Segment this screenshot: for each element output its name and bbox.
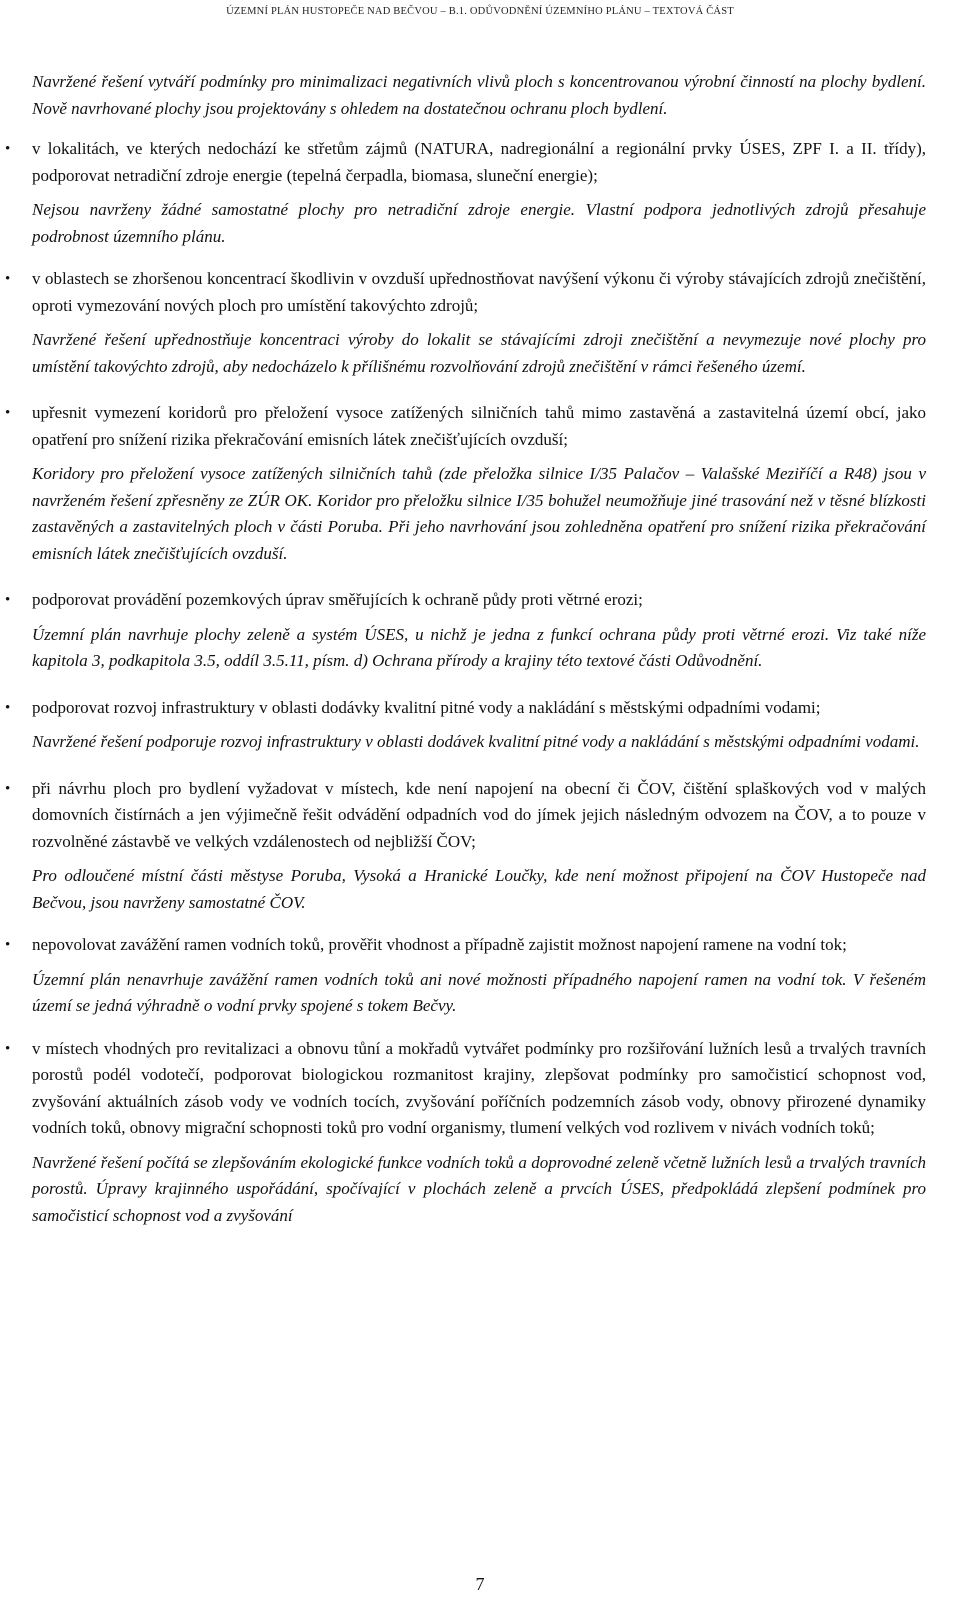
list-item: [5, 266, 926, 380]
bullet-icon: •: [5, 271, 11, 287]
bullet-icon: •: [5, 1040, 11, 1057]
requirement-text: v místech vhodných pro revitalizaci a obnovu tůní a mokřadů vytvářet podmínky pro rozšiřování lužních lesů a trvalých travních porostů podél vodotečí, podporovat biologickou rozmanitost krajiny, zlepšovat podmínky pro samočisticí schopnost vod, zvyšování aktuálních zásob vody ve vodních tocích, zvyšování poříčních podzemních zásob vody, obnovy přirozené dynamiky vodních toků, obnovy migrační schopnosti toků pro vodní organismy, tlumení velkých vod rozlivem v nivách vodních toků;: [32, 1038, 926, 1137]
list-item: [5, 776, 926, 917]
list-item: [5, 695, 926, 756]
bullet-icon: •: [5, 405, 11, 421]
response-note: Nejsou navrženy žádné samostatné plochy pro netradiční zdroje energie. Vlastní podpora jednotlivých zdrojů přesahuje podrobnost územního plánu.: [32, 200, 926, 246]
page-number: 7: [475, 1574, 485, 1594]
requirement-text: upřesnit vymezení koridorů pro přeložení vysoce zatížených silničních tahů mimo zastavěná a zastavitelná území obcí, jako opatření pro snížení rizika překračování emisních látek znečišťujících ovzduší;: [32, 403, 926, 449]
bullet-icon: •: [5, 699, 11, 716]
list-item: [5, 136, 926, 250]
response-note: Navržené řešení podporuje rozvoj infrastruktury v oblasti dodávek kvalitní pitné vody a nakládání s městskými odpadními vodami.: [32, 732, 920, 751]
requirement-text: v lokalitách, ve kterých nedochází ke střetům zájmů (NATURA, nadregionální a regionální prvky ÚSES, ZPF I. a II. třídy), podporovat netradiční zdroje energie (tepelná čerpadla, biomasa, sluneční energie);: [32, 139, 926, 185]
response-note: Pro odloučené místní části městyse Poruba, Vysoká a Hranické Loučky, kde není možnost připojení na ČOV Hustopeče nad Bečvou, jsou navrženy samostatné ČOV.: [32, 866, 926, 912]
document-body: [5, 69, 926, 1229]
bullet-icon: •: [5, 592, 11, 608]
requirement-text: nepovolovat zavážění ramen vodních toků, prověřit vhodnost a případně zajistit možnost napojení ramene na vodní tok;: [32, 935, 847, 954]
response-note: Územní plán nenavrhuje zavážění ramen vodních toků ani nové možnosti případného napojení ramen na vodní tok. V řešeném území se jedná výhradně o vodní prvky spojené s tokem Bečvy.: [32, 969, 926, 1015]
response-note: Koridory pro přeložení vysoce zatížených silničních tahů (zde přeložka silnice I/35 Palačov – Valašské Meziříčí a R48) jsou v navrženém řešení zpřesněny ze ZÚR OK. Koridor pro přeložku silnice I/35 bohužel neumožňuje jiné trasování než v těsné blízkosti zastavěných a zastavitelných ploch v části Poruba. Při jeho navrhování jsou zohledněna opatření pro snížení rizika překračování emisních látek znečišťujících ovzduší.: [32, 464, 926, 563]
bullet-icon: •: [5, 780, 11, 797]
requirement-text: podporovat provádění pozemkových úprav směřujících k ochraně půdy proti větrné erozi;: [32, 590, 643, 609]
list-item: [5, 587, 926, 675]
bullet-icon: •: [5, 141, 11, 157]
requirement-text: v oblastech se zhoršenou koncentrací škodlivin v ovzduší upřednostňovat navýšení výkonu či výroby stávajících zdrojů znečištění, oproti vymezování nových ploch pro umístění takovýchto zdrojů;: [32, 269, 926, 315]
list-item: [5, 1036, 926, 1230]
requirement-text: podporovat rozvoj infrastruktury v oblasti dodávky kvalitní pitné vody a nakládání s městskými odpadními vodami;: [32, 697, 821, 717]
list-item: [5, 400, 926, 567]
response-note: Navržené řešení počítá se zlepšováním ekologické funkce vodních toků a doprovodné zeleně včetně lužních lesů a trvalých travních porostů. Úpravy krajinného uspořádání, spočívající v plochách zeleně a prvcích ÚSES, předpokládá zlepšení podmínek pro samočisticí schopnost vod a zvyšování: [32, 1152, 926, 1225]
intro-paragraph: Navržené řešení vytváří podmínky pro minimalizaci negativních vlivů ploch s koncentrovanou výrobní činností na plochy bydlení. Nově navrhované plochy jsou projektovány s ohledem na dostatečnou ochranu ploch bydlení.: [32, 72, 926, 118]
running-header: ÚZEMNÍ PLÁN HUSTOPEČE NAD BEČVOU – B.1. ODŮVODNĚNÍ ÚZEMNÍHO PLÁNU – TEXTOVÁ ČÁST: [226, 6, 734, 17]
requirement-text: při návrhu ploch pro bydlení vyžadovat v místech, kde není napojení na obecní či ČOV, čištění splaškových vod v malých domovních čistírnách a jen výjimečně řešit odvádění odpadních vod do jímek jejich následným odvozem na ČOV, a to pouze v rozvolněné zástavbě ve velkých vzdálenostech od nejbližší ČOV;: [32, 778, 926, 851]
response-note: Územní plán navrhuje plochy zeleně a systém ÚSES, u nichž je jedna z funkcí ochrana půdy proti větrné erozi. Viz také níže kapitola 3, podkapitola 3.5, oddíl 3.5.11, písm. d) Ochrana přírody a krajiny této textové části Odůvodnění.: [32, 624, 926, 670]
response-note: Navržené řešení upřednostňuje koncentraci výroby do lokalit se stávajícími zdroji znečištění a nevymezuje nové plochy pro umístění takovýchto zdrojů, aby nedocházelo k přílišnému rozvolňování zdrojů znečištění v rámci řešeného území.: [32, 330, 926, 376]
bullet-icon: •: [5, 937, 11, 953]
list-item: [5, 932, 926, 1020]
